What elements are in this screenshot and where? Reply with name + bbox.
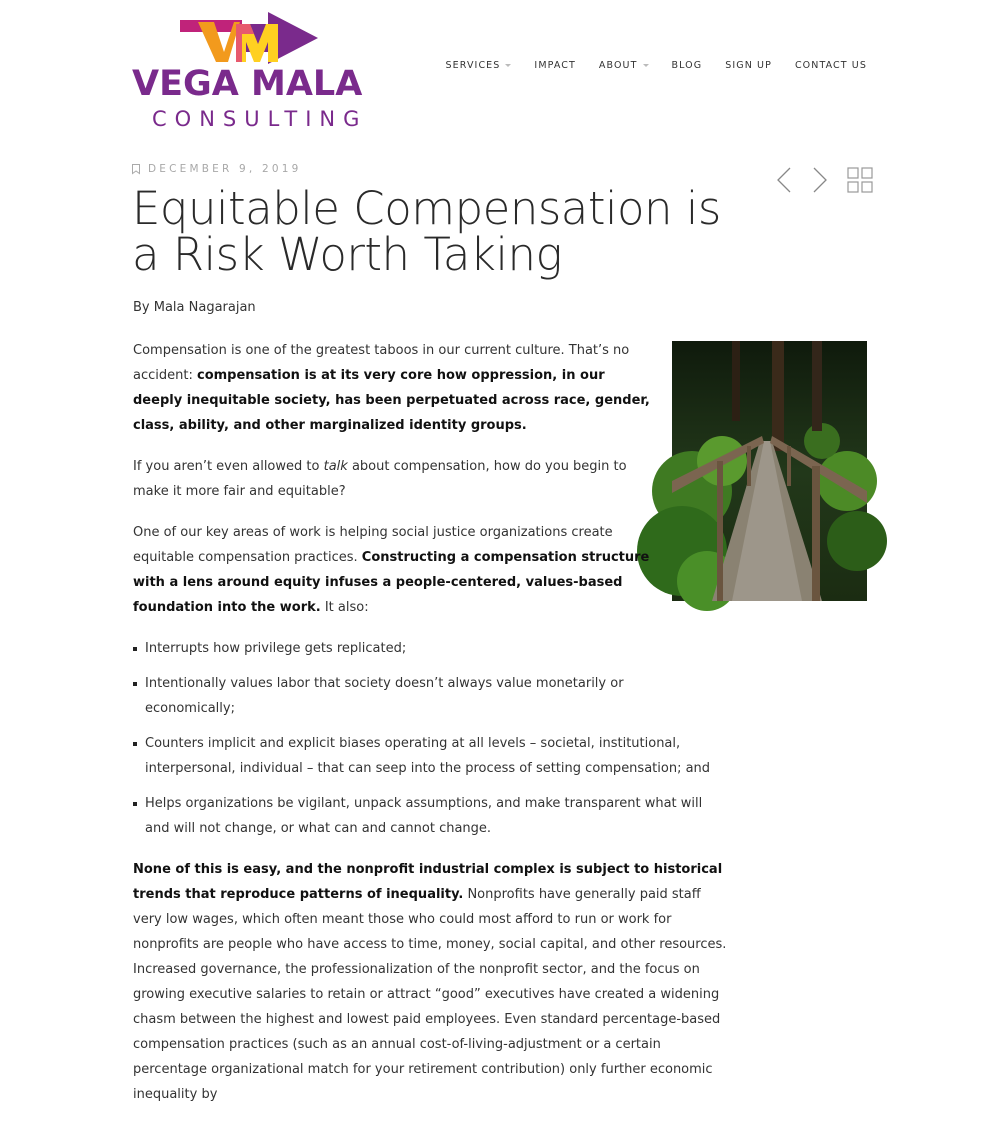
dropdown-caret-icon xyxy=(643,64,649,67)
nav-item-blog[interactable] xyxy=(672,60,703,71)
post-byline: By Mala Nagarajan xyxy=(133,300,256,315)
paragraph xyxy=(133,338,653,438)
post-content xyxy=(133,338,733,1123)
list-item: Helps organizations be vigilant, unpack assumptions, and make transparent what will and will not change, or what can and cannot change. xyxy=(133,791,713,841)
post-meta xyxy=(132,163,302,175)
list-item: Counters implicit and explicit biases operating at all levels – societal, institutional, interpersonal, individual – that can seep into the process of setting compensation; and xyxy=(133,731,713,781)
bullet-list xyxy=(133,636,733,841)
paragraph xyxy=(133,857,728,1107)
nav-label: SIGN UP xyxy=(725,60,772,71)
chevron-right-icon[interactable] xyxy=(811,166,829,194)
post-navigation xyxy=(775,166,873,194)
nav-label: ABOUT xyxy=(598,60,638,71)
dropdown-caret-icon xyxy=(505,64,511,67)
logo-vm-arrow-icon xyxy=(180,12,320,68)
post-date: DECEMBER 9, 2019 xyxy=(148,163,302,175)
paragraph-text: Nonprofits have generally paid staff very low wages, which often meant those who could most afford to run or work for nonprofits are people who have access to time, money, social capital, and other resources. Increased governance, the professionalization of the nonprofit sector, and the focus on growing executive salaries to retain or attract “good” executives have created a widening chasm between the highest and lowest paid employees. Even standard percentage-based compensation practices (such as an annual cost-of-living-adjustment or a certain percentage organizational match for your retirement contribution) only further economic inequality by xyxy=(133,887,727,1102)
nav-label: IMPACT xyxy=(534,60,576,71)
bookmark-icon xyxy=(132,164,140,174)
site-logo[interactable] xyxy=(132,12,372,131)
paragraph-emphasis: Constructing a compensation structure with a lens around equity infuses a people-centered, values-based foundation into the work. xyxy=(133,550,650,615)
paragraph-text: It also: xyxy=(320,600,369,615)
list-item: Interrupts how privilege gets replicated; xyxy=(133,636,713,661)
grid-icon[interactable] xyxy=(847,167,873,193)
nav-label: BLOG xyxy=(671,60,703,71)
nav-label: CONTACT US xyxy=(794,60,867,71)
nav-item-contact-us[interactable] xyxy=(795,60,867,71)
paragraph-text: If you aren’t even allowed to xyxy=(133,459,324,474)
nav-item-sign-up[interactable] xyxy=(725,60,772,71)
paragraph xyxy=(133,454,653,504)
logo-text-primary: VEGA MALA xyxy=(132,64,363,104)
paragraph-text: Compensation is one of the greatest taboos in our current culture. That’s no accident: xyxy=(133,343,630,383)
chevron-left-icon[interactable] xyxy=(775,166,793,194)
nav-item-impact[interactable] xyxy=(534,60,576,71)
logo-text-secondary: CONSULTING xyxy=(152,107,368,131)
main-nav xyxy=(423,60,867,71)
paragraph-emphasis: None of this is easy, and the nonprofit industrial complex is subject to historical trends that reproduce patterns of inequality. xyxy=(133,862,723,902)
list-item: Intentionally values labor that society doesn’t always value monetarily or economically; xyxy=(133,671,713,721)
nav-item-services[interactable] xyxy=(446,60,512,71)
paragraph-text: One of our key areas of work is helping social justice organizations create equitable compensation practices. xyxy=(133,525,613,565)
paragraph-text: about compensation, how do you begin to make it more fair and equitable? xyxy=(133,459,627,499)
nav-label: SERVICES xyxy=(445,60,501,71)
post-title: Equitable Compensation is a Risk Worth Taking xyxy=(132,182,721,281)
nav-item-about[interactable] xyxy=(599,60,649,71)
paragraph xyxy=(133,520,653,620)
paragraph-italic: talk xyxy=(323,459,348,474)
paragraph-emphasis: compensation is at its very core how oppression, in our deeply inequitable society, has been perpetuated across race, gender, class, ability, and other marginalized identity groups. xyxy=(133,368,650,433)
